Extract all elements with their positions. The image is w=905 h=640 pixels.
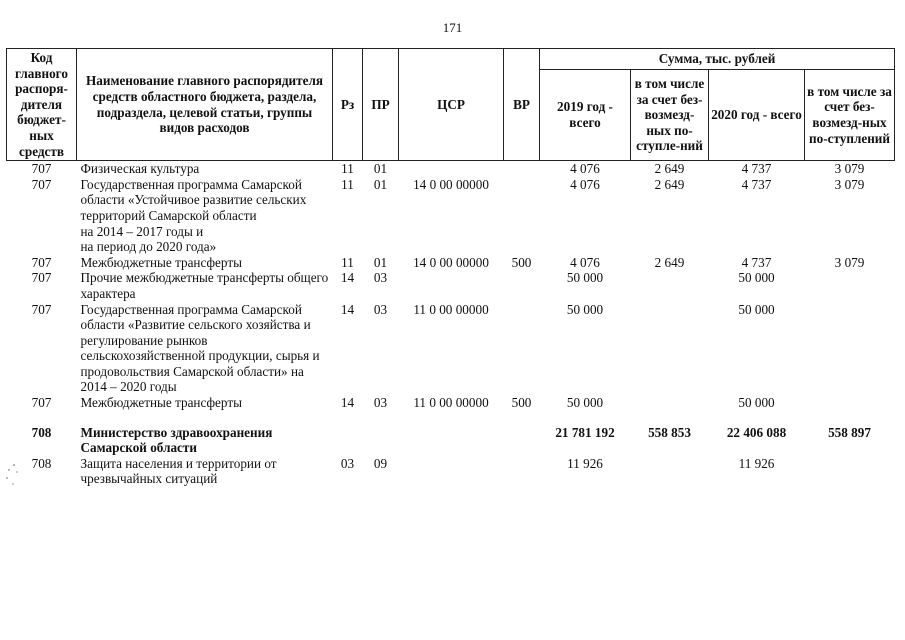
header-2020-free: в том числе за счет без-возмезд-ных по-ступлений — [805, 69, 895, 160]
cell-vr: 500 — [511, 395, 532, 411]
table-row — [7, 177, 895, 255]
cell-name: Государственная программа Самарской области «Устойчивое развитие сельских территорий Самарской области на 2014 – 2017 годы и на период до 2020 года» — [80, 176, 307, 255]
table-row — [7, 456, 895, 487]
header-sum: Сумма, тыс. рублей — [540, 49, 895, 70]
cell-2020-free: 558 897 — [828, 424, 871, 440]
cell-code: 707 — [31, 176, 52, 192]
cell-name: Защита населения и территории от чрезвычайных ситуаций — [80, 455, 277, 487]
header-vr: ВР — [504, 49, 540, 161]
cell-vr: 500 — [511, 254, 532, 270]
cell-2020-total: 4 737 — [741, 254, 772, 270]
cell-2020-total: 4 737 — [741, 161, 772, 177]
header-pr: ПР — [363, 49, 399, 161]
cell-csr — [399, 456, 504, 487]
cell-vr — [504, 411, 540, 456]
cell-2019-total: 4 076 — [570, 161, 600, 177]
cell-2020-free — [805, 302, 895, 396]
table-row — [7, 255, 895, 271]
cell-pr: 01 — [373, 254, 388, 270]
header-2020-total: 2020 год - всего — [709, 69, 805, 160]
table-row — [7, 270, 895, 301]
cell-pr: 09 — [373, 455, 388, 471]
cell-name: Физическая культура — [80, 161, 200, 177]
cell-csr: 11 0 00 00000 — [413, 301, 489, 317]
cell-pr: 03 — [373, 301, 388, 317]
cell-name: Межбюджетные трансферты — [80, 254, 242, 270]
cell-2020-total: 4 737 — [741, 176, 772, 192]
cell-code: 707 — [31, 301, 52, 317]
table-row — [7, 395, 895, 411]
cell-vr — [504, 270, 540, 301]
cell-vr — [504, 456, 540, 487]
header-code: Код главного распоря-дителя бюджет-ных средств — [7, 49, 77, 161]
cell-2019-free — [631, 302, 709, 396]
cell-2019-free — [631, 270, 709, 301]
cell-rz: 11 — [341, 176, 354, 192]
cell-2019-total: 50 000 — [566, 270, 604, 286]
header-2019-total: 2019 год - всего — [540, 69, 631, 160]
cell-2020-total: 50 000 — [738, 270, 775, 286]
header-csr: ЦСР — [399, 49, 504, 161]
page-number: 171 — [442, 20, 463, 35]
cell-2020-free: 3 079 — [834, 176, 865, 192]
cell-2019-total: 4 076 — [570, 176, 600, 192]
cell-2019-total: 21 781 192 — [555, 424, 615, 440]
cell-2020-total: 22 406 088 — [726, 424, 787, 440]
cell-rz — [333, 411, 363, 456]
cell-2019-total: 4 076 — [570, 254, 600, 270]
cell-vr — [504, 302, 540, 396]
cell-2019-free: 558 853 — [648, 424, 691, 440]
cell-rz: 14 — [340, 270, 355, 286]
cell-csr: 14 0 00 00000 — [413, 254, 489, 270]
cell-csr — [399, 270, 504, 301]
cell-rz: 14 — [340, 395, 355, 411]
cell-2020-free: 3 079 — [834, 161, 865, 177]
cell-csr — [399, 411, 504, 456]
cell-rz: 03 — [340, 455, 355, 471]
cell-2020-free — [805, 395, 895, 411]
cell-csr: 14 0 00 00000 — [413, 176, 489, 192]
table-row — [7, 411, 895, 456]
cell-rz: 11 — [341, 254, 354, 270]
cell-2020-free — [805, 270, 895, 301]
cell-code: 707 — [31, 270, 52, 286]
cell-2020-free: 3 079 — [834, 254, 865, 270]
cell-csr: 11 0 00 00000 — [413, 395, 489, 411]
budget-table — [6, 48, 895, 487]
cell-2019-free — [631, 456, 709, 487]
cell-pr — [363, 411, 399, 456]
cell-2020-free — [805, 456, 895, 487]
header-rz: Рз — [333, 49, 363, 161]
table-row — [7, 302, 895, 396]
cell-csr — [399, 161, 504, 177]
table-row — [7, 161, 895, 177]
cell-code: 708 — [31, 424, 52, 440]
cell-name: Прочие межбюджетные трансферты общего характера — [80, 270, 329, 301]
table-header — [7, 49, 895, 161]
cell-rz: 11 — [341, 161, 354, 177]
cell-code: 708 — [31, 455, 52, 471]
cell-2019-free: 2 649 — [654, 161, 685, 177]
cell-pr: 03 — [373, 395, 388, 411]
table-body — [7, 161, 895, 487]
cell-2020-total: 11 926 — [738, 455, 775, 471]
cell-pr: 03 — [373, 270, 388, 286]
cell-2019-total: 11 926 — [567, 455, 603, 471]
header-2019-free: в том числе за счет без-возмезд-ных по-ступле-ний — [631, 69, 709, 160]
cell-code: 707 — [31, 254, 52, 270]
cell-pr: 01 — [373, 176, 388, 192]
cell-2020-total: 50 000 — [738, 301, 775, 317]
cell-name: Государственная программа Самарской области «Развитие сельского хозяйства и регулирование рынков сельскохозяйственной продукции, сырья и продовольствия Самарской области» на 2014 – 2020 годы — [80, 301, 320, 395]
cell-name: Межбюджетные трансферты — [80, 395, 242, 411]
cell-2019-total: 50 000 — [566, 301, 604, 317]
cell-code: 707 — [31, 161, 52, 177]
cell-2019-free: 2 649 — [654, 176, 685, 192]
cell-vr — [504, 177, 540, 255]
header-name: Наименование главного распорядителя средств областного бюджета, раздела, подраздела, целевой статьи, группы видов расходов — [77, 49, 333, 161]
cell-2020-total: 50 000 — [738, 395, 775, 411]
cell-2019-free — [631, 395, 709, 411]
cell-2019-free: 2 649 — [654, 254, 685, 270]
cell-vr — [504, 161, 540, 177]
cell-name: Министерство здравоохранения Самарской области — [80, 424, 273, 456]
cell-2019-total: 50 000 — [566, 395, 604, 411]
cell-pr: 01 — [373, 161, 388, 177]
scan-marks — [4, 462, 22, 492]
cell-rz: 14 — [340, 301, 355, 317]
cell-code: 707 — [31, 395, 52, 411]
